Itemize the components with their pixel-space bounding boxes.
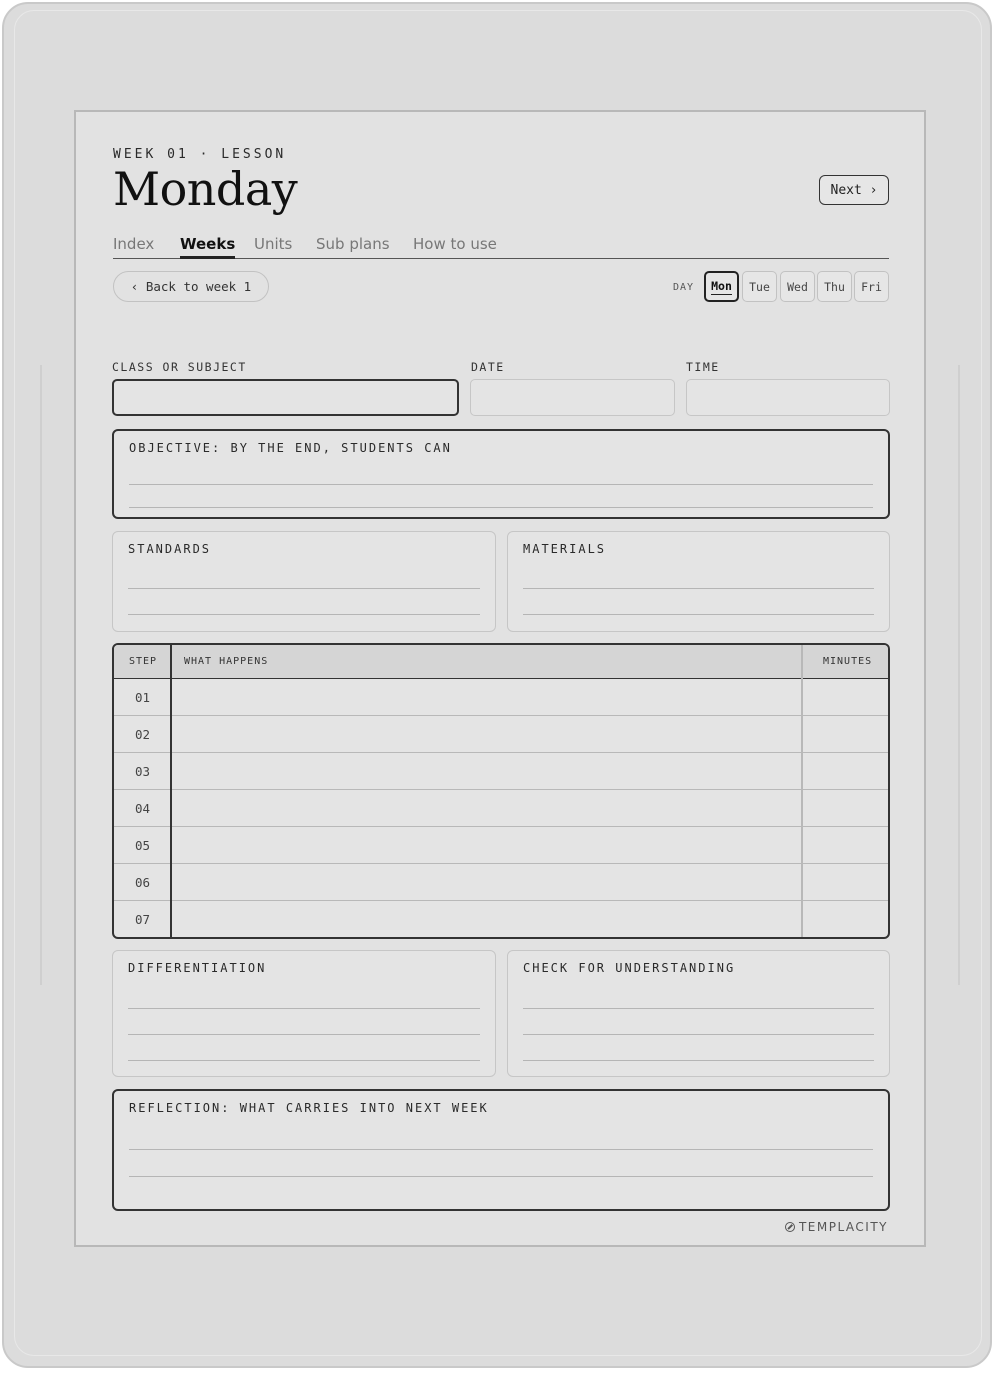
writing-line — [523, 1034, 874, 1035]
writing-line — [523, 1060, 874, 1061]
standards-box[interactable] — [112, 531, 496, 632]
day-button-mon[interactable] — [704, 271, 739, 302]
table-row[interactable] — [114, 790, 888, 827]
check-understanding-label: CHECK FOR UNDERSTANDING — [523, 961, 736, 975]
materials-label: MATERIALS — [523, 542, 607, 556]
brand-footer — [785, 1220, 888, 1234]
tab-bar — [113, 232, 889, 259]
class-subject-label: CLASS OR SUBJECT — [112, 360, 247, 374]
step-number: 06 — [134, 875, 151, 890]
time-input[interactable] — [686, 379, 890, 416]
col-minutes-header: MINUTES — [823, 656, 873, 667]
step-number: 05 — [134, 838, 151, 853]
writing-line — [523, 614, 874, 615]
writing-line — [128, 588, 480, 589]
table-row[interactable] — [114, 753, 888, 790]
minutes-column-divider — [801, 645, 803, 937]
differentiation-label: DIFFERENTIATION — [128, 961, 267, 975]
table-row[interactable] — [114, 901, 888, 938]
col-what-header: WHAT HAPPENS — [184, 656, 269, 667]
check-understanding-box[interactable] — [507, 950, 890, 1077]
writing-line — [128, 614, 480, 615]
left-rail — [40, 365, 42, 985]
objective-label: OBJECTIVE: BY THE END, STUDENTS CAN — [129, 441, 452, 455]
writing-line — [128, 1034, 480, 1035]
writing-line — [128, 1008, 480, 1009]
standards-label: STANDARDS — [128, 542, 212, 556]
tab-how-to-use[interactable]: How to use — [413, 235, 497, 253]
writing-line — [129, 484, 873, 485]
objective-box[interactable] — [112, 429, 890, 519]
reflection-box[interactable] — [112, 1089, 890, 1211]
writing-line — [523, 588, 874, 589]
table-row[interactable] — [114, 716, 888, 753]
reflection-label: REFLECTION: WHAT CARRIES INTO NEXT WEEK — [129, 1101, 489, 1115]
back-to-week-button[interactable]: ‹ Back to week 1 — [113, 271, 269, 302]
col-step-header: STEP — [129, 656, 158, 667]
date-input[interactable] — [470, 379, 675, 416]
table-row[interactable] — [114, 864, 888, 901]
table-header — [114, 645, 888, 679]
writing-line — [128, 1060, 480, 1061]
step-column-divider — [170, 645, 172, 937]
page-eyebrow: WEEK 01 · LESSON — [113, 147, 287, 162]
writing-line — [129, 1176, 873, 1177]
tab-weeks[interactable]: Weeks — [180, 235, 236, 253]
day-button-tue[interactable]: Tue — [742, 271, 777, 302]
tab-index[interactable]: Index — [113, 235, 155, 253]
writing-line — [523, 1008, 874, 1009]
writing-line — [129, 507, 873, 508]
step-number: 01 — [134, 690, 151, 705]
table-row[interactable] — [114, 679, 888, 716]
page-title: Monday — [113, 162, 298, 216]
step-number: 02 — [134, 727, 151, 742]
time-label: TIME — [686, 360, 720, 374]
steps-table — [112, 643, 890, 939]
day-button-wed[interactable]: Wed — [780, 271, 815, 302]
table-row[interactable] — [114, 827, 888, 864]
materials-box[interactable] — [507, 531, 890, 632]
class-subject-input[interactable] — [112, 379, 459, 416]
tab-sub-plans[interactable]: Sub plans — [316, 235, 390, 253]
right-rail — [958, 365, 960, 985]
day-label: DAY — [673, 282, 695, 293]
date-label: DATE — [471, 360, 505, 374]
step-number: 07 — [134, 912, 151, 927]
day-button-label: Mon — [711, 278, 732, 293]
writing-line — [129, 1149, 873, 1150]
differentiation-box[interactable] — [112, 950, 496, 1077]
next-button[interactable]: Next › — [819, 175, 889, 205]
step-number: 04 — [134, 801, 151, 816]
step-number: 03 — [134, 764, 151, 779]
screen — [74, 110, 926, 1247]
templacity-logo-icon — [785, 1222, 795, 1232]
day-button-thu[interactable]: Thu — [817, 271, 852, 302]
day-button-fri[interactable]: Fri — [854, 271, 889, 302]
tab-units[interactable]: Units — [254, 235, 293, 253]
brand-name: TEMPLACITY — [798, 1220, 888, 1234]
